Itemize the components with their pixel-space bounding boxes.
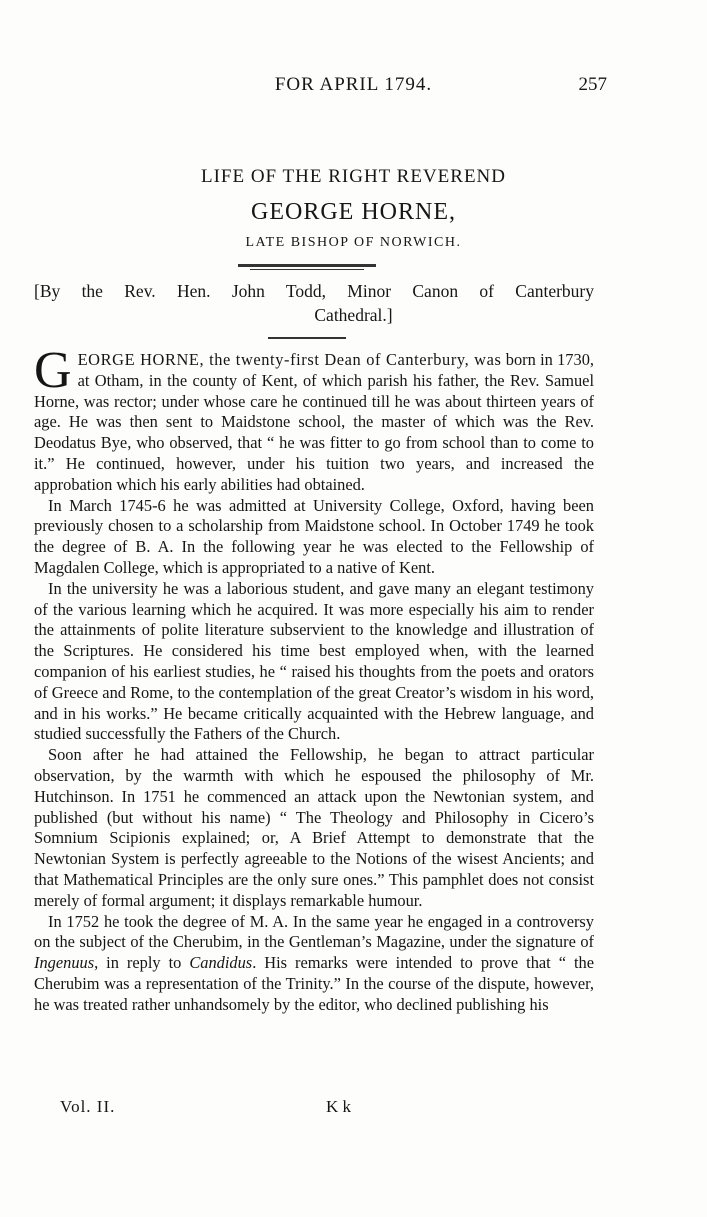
paragraph-5-part-a: In 1752 he took the degree of M. A. In the same year he engaged in a controversy on the subject of the Cherubim, in the Gentleman’s Magazine, under the signature of bbox=[34, 911, 594, 952]
paragraph-5-part-b: , in reply to bbox=[94, 953, 190, 973]
pseudonym-ingenuus: Ingenuus bbox=[34, 953, 95, 973]
title-rule-thick bbox=[238, 264, 376, 267]
article-title-line-3: LATE BISHOP OF NORWICH. bbox=[245, 235, 462, 250]
running-title: FOR APRIL 1794. bbox=[274, 74, 433, 95]
paragraph-1-rest: born in 1730, at Otham, in the county of Kent, of which parish his father, the Rev. Samuel Horne, was rector; under whose care he continued till he was about thirteen years of age. He was then sent to Maidstone school, the master of which was the Rev. Deodatus Bye, who observed, that “ he was fitter to go from school than to come to it.” He continued, however, under his tuition two years, and increased the approbation which his early abilities had obtained. bbox=[34, 350, 594, 494]
page-number: 257 bbox=[578, 74, 607, 95]
paragraph-5 bbox=[34, 912, 594, 1016]
volume-label: Vol. II. bbox=[60, 1097, 116, 1116]
paragraph-5-part-c: . His remarks were intended to prove that “ the Cherubim was a representation of the Trinity.” In the course of the dispute, however, he was treated rather unhandsomely by the editor, who declined publishing his bbox=[34, 953, 594, 1014]
paragraph-3: In the university he was a laborious student, and gave many an elegant testimony of the various learning which he acquired. It was more especially his aim to render the attainments of polite literature subservient to the knowledge and illustration of the Scriptures. He considered his time best employed when, with the learned companion of his earliest studies, he “ raised his thoughts from the poets and orators of Greece and Rome, to the contemplation of the great Creator’s wisdom in his word, and in his works.” He became critically acquainted with the Hebrew language, and studied successfully the Fathers of the Church. bbox=[34, 578, 594, 744]
drop-cap: G bbox=[34, 342, 72, 399]
byline-line-1: [By the Rev. Hen. John Todd, Minor Canon of Canterbury bbox=[34, 281, 594, 301]
paragraph-2: In March 1745-6 he was admitted at University College, Oxford, having been previously chosen to a scholarship from Maidstone school. In October 1749 he took the degree of B. A. In the following year he was elected to the Fellowship of Magdalen College, which is appropriated to a native of Kent. bbox=[34, 495, 594, 577]
title-rule-thin bbox=[250, 269, 364, 270]
paragraph-1 bbox=[34, 342, 594, 496]
article-title-line-2: GEORGE HORNE, bbox=[251, 199, 456, 225]
article-title-line-1: LIFE OF THE RIGHT REVEREND bbox=[200, 166, 507, 187]
paragraph-4: Soon after he had attained the Fellowship, he began to attract particular observation, by the warmth with which he espoused the philosophy of Mr. Hutchinson. In 1751 he commenced an attack upon the Newtonian system, and published (but without his name) “ The Theology and Philosophy in Cicero’s Somnium Scipionis explained; or, A Brief Attempt to demonstrate that the Newtonian System is perfectly agreeable to the Notions of the wisest Ancients; and that Mathematical Principles are the only sure ones.” This pamphlet does not consist merely of formal argument; it displays remarkable humour. bbox=[34, 745, 594, 910]
section-rule bbox=[268, 337, 346, 339]
paragraph-1-first-line: EORGE HORNE, the twenty-first Dean of Canterbury, was bbox=[77, 350, 502, 369]
byline-line-2: Cathedral.] bbox=[314, 305, 393, 325]
pseudonym-candidus: Candidus bbox=[189, 953, 253, 973]
signature-mark: K k bbox=[326, 1097, 352, 1116]
page-footer bbox=[0, 1097, 707, 1121]
article-body bbox=[34, 342, 594, 1016]
